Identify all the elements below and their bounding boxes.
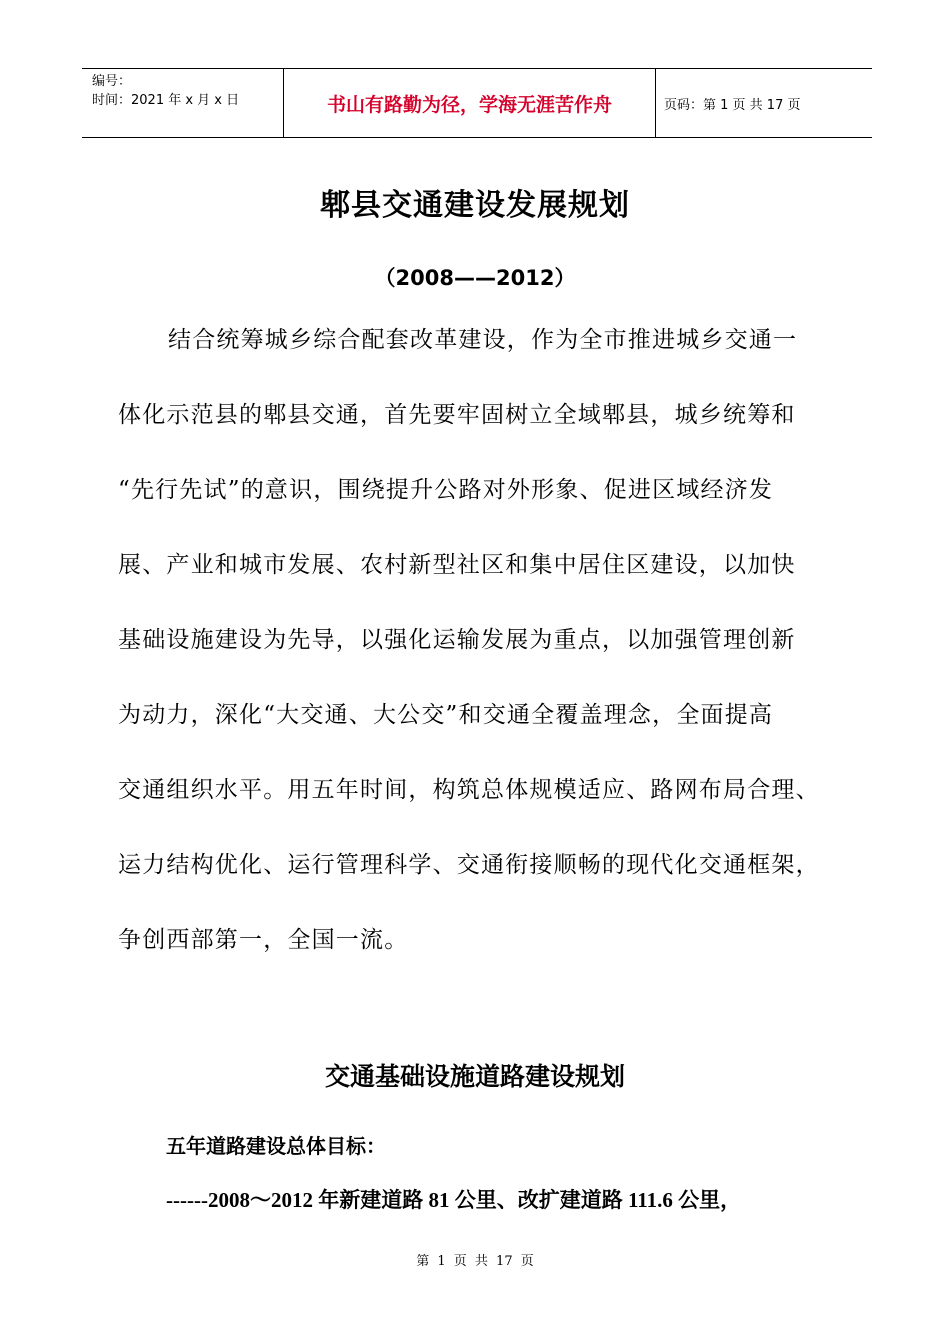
header-motto: 书山有路勤为径，学海无涯苦作舟	[284, 69, 656, 137]
body-line: 争创西部第一，全国一流。	[118, 927, 409, 953]
header-meta-cell	[82, 69, 284, 137]
page-footer: 第 1 页 共 17 页	[416, 1254, 534, 1269]
sub-heading: 五年道路建设总体目标：	[166, 1134, 386, 1158]
body-line: 基础设施建设为先导，以强化运输发展为重点，以加强管理创新	[118, 627, 796, 653]
body-line: 展、产业和城市发展、农村新型社区和集中居住区建设，以加快	[118, 552, 796, 578]
body-line: 运力结构优化、运行管理科学、交通衔接顺畅的现代化交通框架，	[118, 852, 820, 878]
goal-line: ------2008～2012 年新建道路 81 公里、改扩建道路 111.6 公里，	[166, 1188, 742, 1212]
body-line: 体化示范县的郫县交通，首先要牢固树立全域郫县，城乡统筹和	[118, 402, 796, 428]
body-line: 结合统筹城乡综合配套改革建设，作为全市推进城乡交通一	[168, 327, 798, 353]
number-label: 编号：	[92, 74, 132, 89]
section-heading: 交通基础设施道路建设规划	[324, 1062, 625, 1091]
body-line: 交通组织水平。用五年时间，构筑总体规模适应、路网布局合理、	[118, 777, 820, 803]
body-paragraph	[118, 320, 838, 995]
header-page-info: 页码：第 1 页 共 17 页	[664, 97, 801, 113]
body-line: “先行先试”的意识，围绕提升公路对外形象、促进区域经济发	[118, 477, 774, 503]
document-subtitle: （2008——2012）	[374, 266, 576, 290]
body-line: 为动力，深化“大交通、大公交”和交通全覆盖理念，全面提高	[118, 702, 774, 728]
document-title: 郫县交通建设发展规划	[320, 188, 630, 223]
time-label: 时间：2021 年 x 月 x 日	[92, 93, 240, 108]
header-table	[82, 68, 872, 138]
